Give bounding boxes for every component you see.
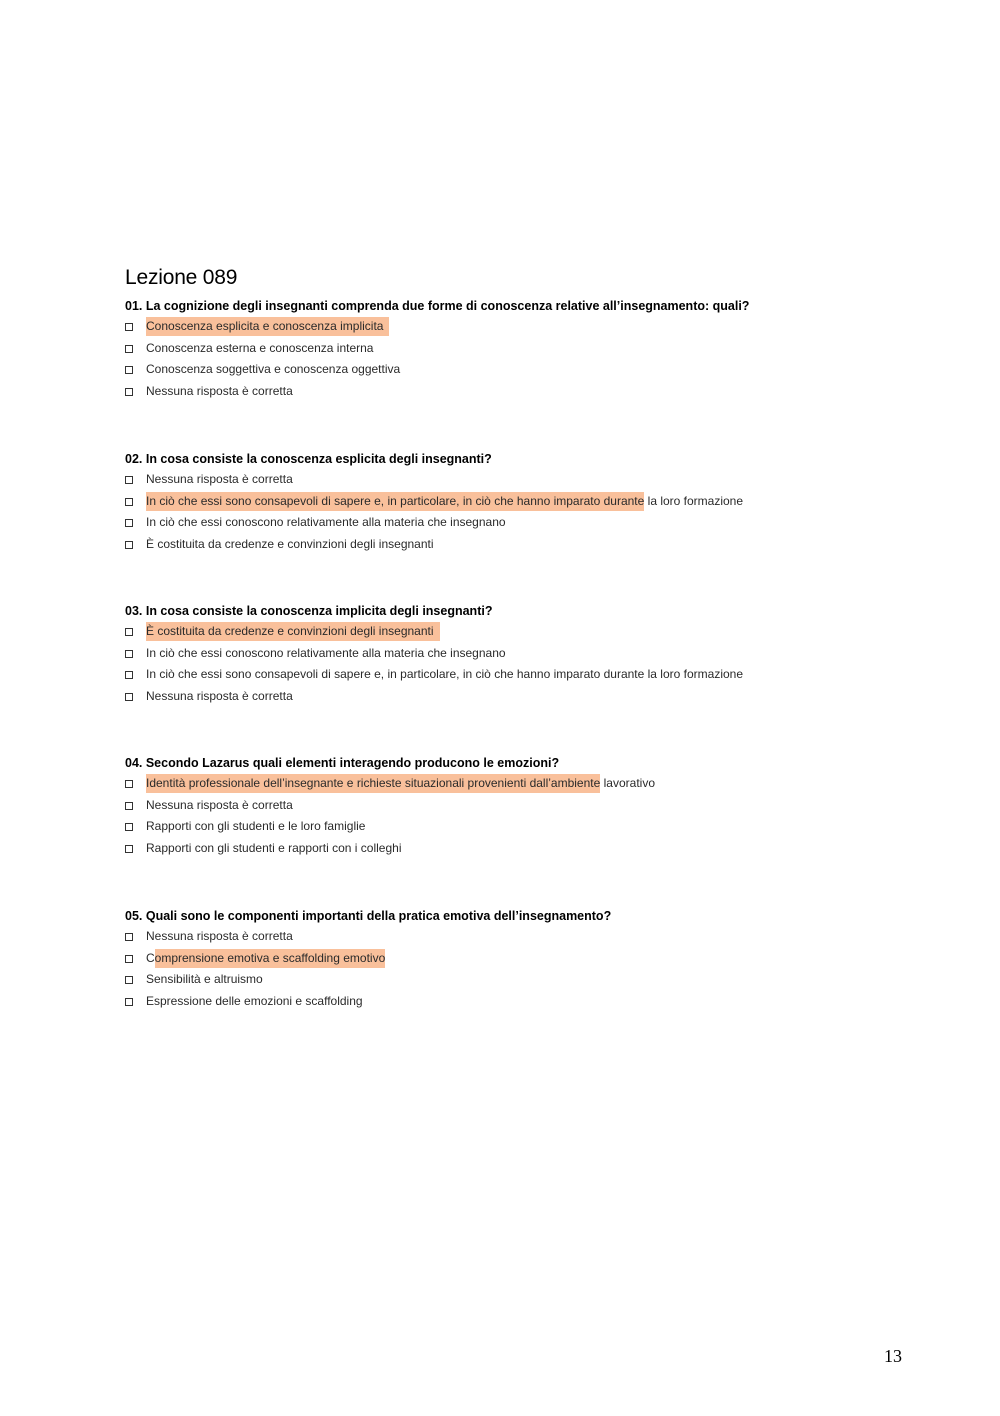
- option-text: [146, 773, 655, 795]
- option: [125, 926, 885, 948]
- question-2: [125, 451, 885, 555]
- option: [125, 948, 885, 970]
- question-text: 01. La cognizione degli insegnanti comprenda due forme di conoscenza relative all’insegnamento: quali?: [125, 299, 750, 313]
- option-text: Espressione delle emozioni e scaffolding: [146, 993, 363, 1008]
- option: [125, 359, 885, 381]
- options-list: [125, 926, 885, 1012]
- checkbox-icon[interactable]: [125, 802, 133, 810]
- option-text: [146, 491, 743, 513]
- option-text: Nessuna risposta è corretta: [146, 472, 293, 486]
- option: [125, 795, 885, 817]
- checkbox-icon[interactable]: [125, 323, 133, 331]
- option-text: [146, 316, 389, 338]
- option-text: In ciò che essi conoscono relativamente alla materia che insegnano: [146, 645, 506, 660]
- option-text: Conoscenza soggettiva e conoscenza oggettiva: [146, 362, 401, 376]
- option-text: In ciò che essi conoscono relativamente alla materia che insegnano: [146, 515, 506, 529]
- checkbox-icon[interactable]: [125, 976, 133, 984]
- option: [125, 686, 885, 708]
- option-text: Rapporti con gli studenti e le loro famiglie: [146, 819, 366, 833]
- option-text: [146, 948, 385, 970]
- option: [125, 816, 885, 838]
- checkbox-icon[interactable]: [125, 519, 133, 527]
- option-text: Conoscenza esterna e conoscenza interna: [146, 340, 374, 355]
- checkbox-icon[interactable]: [125, 998, 133, 1006]
- question-4: [125, 755, 885, 859]
- option: [125, 316, 885, 338]
- checkbox-icon[interactable]: [125, 388, 133, 396]
- checkbox-icon[interactable]: [125, 498, 133, 506]
- checkbox-icon[interactable]: [125, 845, 133, 853]
- option: [125, 534, 885, 556]
- checkbox-icon[interactable]: [125, 693, 133, 701]
- option: [125, 491, 885, 513]
- option-text: Nessuna risposta è corretta: [146, 383, 293, 398]
- option: [125, 664, 885, 686]
- checkbox-icon[interactable]: [125, 476, 133, 484]
- checkbox-icon[interactable]: [125, 345, 133, 353]
- lesson-title: Lezione 089: [125, 266, 238, 289]
- checkbox-icon[interactable]: [125, 366, 133, 374]
- option: [125, 643, 885, 665]
- checkbox-icon[interactable]: [125, 933, 133, 941]
- option: [125, 338, 885, 360]
- option: [125, 991, 885, 1013]
- checkbox-icon[interactable]: [125, 780, 133, 788]
- page-number: 13: [884, 1346, 902, 1366]
- option: [125, 469, 885, 491]
- option-rest: la loro formazione: [644, 493, 744, 508]
- highlighted-answer: omprensione emotiva e scaffolding emotivo: [155, 949, 386, 968]
- options-list: [125, 773, 885, 859]
- highlighted-answer: In ciò che essi sono consapevoli di sapere e, in particolare, in ciò che hanno imparato durante: [146, 492, 644, 511]
- options-list: [125, 316, 885, 402]
- option: [125, 773, 885, 795]
- option-rest: lavorativo: [600, 776, 655, 790]
- question-text: 03. In cosa consiste la conoscenza implicita degli insegnanti?: [125, 604, 493, 618]
- checkbox-icon[interactable]: [125, 823, 133, 831]
- question-5: [125, 908, 885, 1012]
- highlighted-answer: Conoscenza esplicita e conoscenza implicita: [146, 317, 389, 336]
- option: [125, 621, 885, 643]
- highlighted-answer: È costituita da credenze e convinzioni degli insegnanti: [146, 622, 440, 641]
- option-text: Nessuna risposta è corretta: [146, 929, 293, 943]
- option-text: Nessuna risposta è corretta: [146, 688, 293, 703]
- option-prefix: C: [146, 950, 155, 965]
- option: [125, 838, 885, 860]
- option: [125, 969, 885, 991]
- options-list: [125, 621, 885, 707]
- checkbox-icon[interactable]: [125, 671, 133, 679]
- question-1: [125, 298, 885, 402]
- checkbox-icon[interactable]: [125, 628, 133, 636]
- question-text: 05. Quali sono le componenti importanti della pratica emotiva dell’insegnamento?: [125, 909, 612, 923]
- question-3: [125, 603, 885, 707]
- checkbox-icon[interactable]: [125, 650, 133, 658]
- question-text: 04. Secondo Lazarus quali elementi interagendo producono le emozioni?: [125, 756, 560, 770]
- option-text: Nessuna risposta è corretta: [146, 797, 293, 812]
- highlighted-answer: Identità professionale dell’insegnante e richieste situazionali provenienti dall’ambiente: [146, 774, 600, 793]
- question-text: 02. In cosa consiste la conoscenza esplicita degli insegnanti?: [125, 452, 492, 466]
- option-text: È costituita da credenze e convinzioni degli insegnanti: [146, 536, 434, 551]
- option-text: In ciò che essi sono consapevoli di sapere e, in particolare, in ciò che hanno imparato durante la loro formazione: [146, 667, 744, 681]
- option-text: Sensibilità e altruismo: [146, 972, 263, 986]
- checkbox-icon[interactable]: [125, 541, 133, 549]
- checkbox-icon[interactable]: [125, 955, 133, 963]
- option-text: [146, 621, 440, 643]
- option: [125, 512, 885, 534]
- option: [125, 381, 885, 403]
- option-text: Rapporti con gli studenti e rapporti con i colleghi: [146, 840, 402, 855]
- options-list: [125, 469, 885, 555]
